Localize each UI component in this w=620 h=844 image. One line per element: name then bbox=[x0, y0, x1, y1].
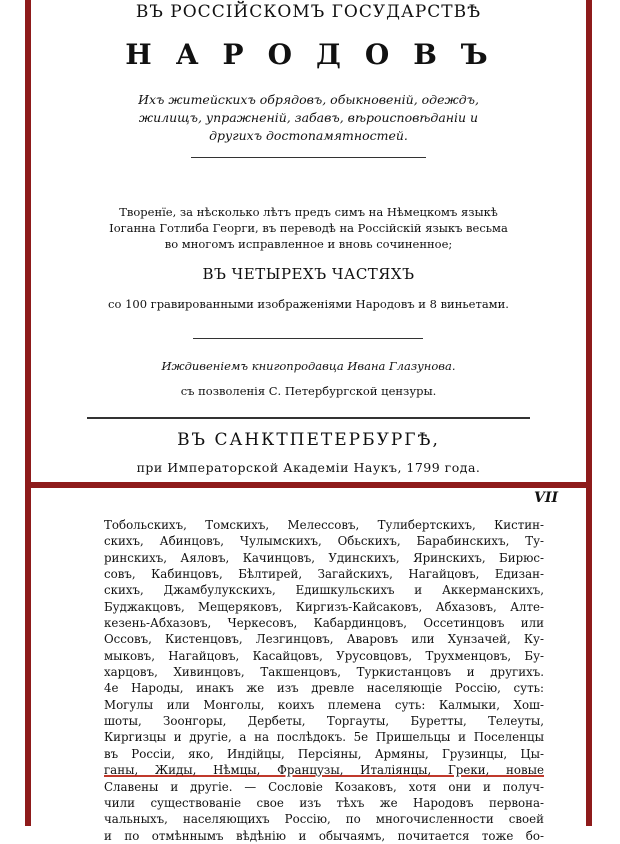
page-number: VII bbox=[534, 490, 558, 506]
creation-line: Іоганна Готлиба Георги, въ переводѣ на Россійскій языкъ весьма bbox=[109, 221, 508, 235]
text-line: Киргизцы и другіе, а на послѣдокъ. 5е Пришельцы и Поселенцы bbox=[104, 730, 544, 745]
text-line: харцовъ, Хивинцовъ, Такшенцовъ, Туркистанцовъ и другихъ. bbox=[104, 665, 544, 680]
title-page bbox=[31, 0, 586, 482]
text-line: и по отмѣннымъ вѣдѣнію и обычаямъ, почитается тоже бо- bbox=[104, 828, 544, 843]
imprint-line: при Императорской Академіи Наукъ, 1799 года. bbox=[136, 460, 481, 475]
text-line: Славены и другіе. — Сословіе Козаковъ, хотя они и получ- bbox=[104, 779, 544, 794]
text-line: Могулы или Монголы, коихъ племена суть: Калмыки, Хош- bbox=[104, 697, 544, 712]
double-rule bbox=[87, 417, 530, 419]
subtitle-line: другихъ достопамятностей. bbox=[209, 128, 408, 143]
text-page bbox=[31, 488, 586, 843]
creation-line: Творенїе, за нѣсколько лѣтъ предъ симъ на Нѣмецкомъ языкѣ bbox=[119, 205, 498, 219]
title-line-state: ВЪ РОССІЙСКОМЪ ГОСУДАРСТВѢ bbox=[135, 2, 482, 22]
text-line-underlined: ганы, Жиды, Нѣмцы, Французы, Италіянцы, Греки, новые bbox=[104, 763, 544, 778]
text-line: скихъ, Джамбулукскихъ, Едишкульскихъ и Аккерманскихъ, bbox=[104, 583, 544, 598]
illustrations-note: со 100 гравированными изображеніями Народовъ и 8 виньетами. bbox=[108, 297, 509, 311]
text-line: Оссовъ, Кистенцовъ, Лезгинцовъ, Аваровъ или Хунзачей, Ку- bbox=[104, 632, 544, 647]
creation-line: во многомъ исправленное и вновь сочиненное; bbox=[164, 237, 453, 251]
text-line: кезень-Абхазовъ, Черкесовъ, Кабардинцовъ, Оссетинцовъ или bbox=[104, 616, 544, 631]
text-line: мыковъ, Нагайцовъ, Касайцовъ, Урусовцовъ, Трухменцовъ, Бу- bbox=[104, 648, 544, 663]
text-line: чальныхъ, населяющихъ Россію, по многочисленности своей bbox=[104, 812, 544, 827]
text-line: скихъ, Абинцовъ, Чулымскихъ, Обьскихъ, Барабинскихъ, Ту- bbox=[104, 534, 544, 549]
subtitle-line: жилищъ, упражненій, забавъ, вѣроисповѣданіи и bbox=[138, 110, 479, 125]
divider-rule bbox=[191, 157, 426, 158]
red-frame-right bbox=[586, 0, 592, 826]
title-peoples: НАРОДОВЪ bbox=[125, 38, 512, 71]
text-line: Тобольскихъ, Томскихъ, Мелессовъ, Тулибертскихъ, Кистин- bbox=[104, 518, 544, 532]
text-line: чили существованіе свое изъ тѣхъ же Народовъ первона- bbox=[104, 795, 544, 810]
body-text bbox=[104, 517, 544, 844]
creation-note bbox=[31, 204, 586, 252]
parts-heading: ВЪ ЧЕТЫРЕХЪ ЧАСТЯХЪ bbox=[202, 265, 415, 283]
text-line: ринскихъ, Аяловъ, Качинцовъ, Удинскихъ, Яринскихъ, Бирюс- bbox=[104, 550, 544, 565]
subtitle-line: Ихъ житейскихъ обрядовъ, обыкновеній, одеждъ, bbox=[138, 92, 479, 107]
text-line: 4е Народы, инакъ же изъ древле населяющіе Россію, суть: bbox=[104, 681, 544, 696]
subtitle bbox=[31, 91, 586, 145]
publisher-note: Иждивеніемъ книгопродавца Ивана Глазунова. bbox=[161, 359, 456, 373]
text-line: совъ, Кабинцовъ, Бѣлтирей, Загайскихъ, Нагайцовъ, Едизан- bbox=[104, 567, 544, 582]
divider-rule bbox=[193, 338, 423, 339]
text-line: въ Россіи, яко, Индійцы, Персіяны, Армяны, Грузинцы, Цы- bbox=[104, 746, 544, 761]
text-line: Буджакцовъ, Мещеряковъ, Киргизъ-Кайсаковъ, Абхазовъ, Алте- bbox=[104, 599, 544, 614]
text-line: шоты, Зоонгоры, Дербеты, Торгауты, Буретты, Телеуты, bbox=[104, 714, 544, 729]
censorship-note: съ позволенія С. Петербургской цензуры. bbox=[180, 384, 437, 398]
city-line: ВЪ САНКТПЕТЕРБУРГѢ, bbox=[177, 430, 440, 450]
